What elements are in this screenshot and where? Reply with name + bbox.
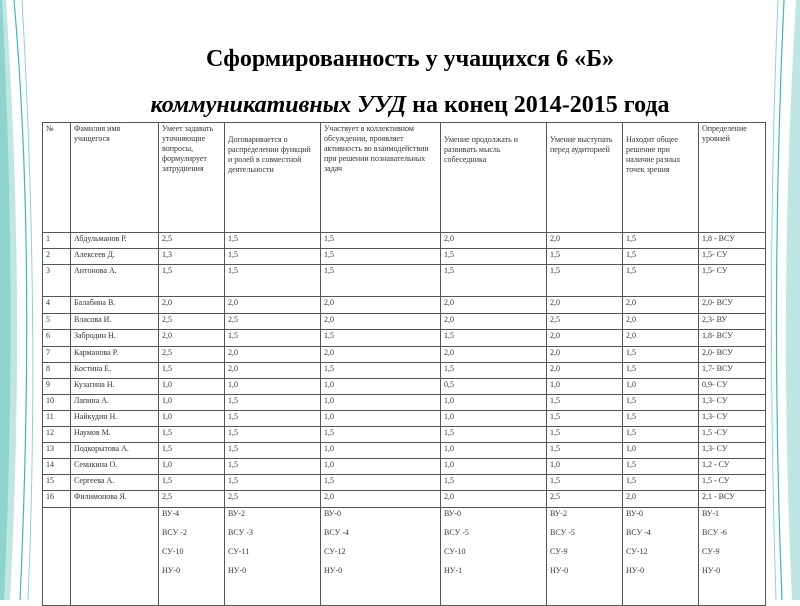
table-row xyxy=(43,475,766,491)
table-cell: 2,0 xyxy=(623,330,699,347)
table-cell: 1,5 xyxy=(321,233,441,249)
table-cell: 2,0 xyxy=(547,330,623,347)
table-cell: 1,5 xyxy=(623,411,699,427)
table-cell: 1,0 xyxy=(321,443,441,459)
table-cell: 2,0- ВСУ xyxy=(699,347,766,363)
table-cell: 1,0 xyxy=(159,459,225,475)
table-cell: 2,0 xyxy=(225,347,321,363)
header-cell: Умение выступать перед аудиторией xyxy=(547,123,623,233)
table-cell: Забродин Н. xyxy=(71,330,159,347)
table-cell: 1,5 xyxy=(547,411,623,427)
table-cell: Филимонова Я. xyxy=(71,491,159,508)
table-cell: Власова И. xyxy=(71,314,159,330)
table-cell: 1,0 xyxy=(623,443,699,459)
empty-cell xyxy=(43,508,71,606)
table-cell: 11 xyxy=(43,411,71,427)
table-cell: 1,5 xyxy=(159,427,225,443)
table-cell: 15 xyxy=(43,475,71,491)
summary-value: НУ-0 xyxy=(324,566,343,575)
table-cell: 1,0 xyxy=(225,379,321,395)
table-cell: 10 xyxy=(43,395,71,411)
table-cell: 2,0 xyxy=(623,314,699,330)
table-cell: 1,3 xyxy=(159,249,225,265)
table-cell: Найкудин Н. xyxy=(71,411,159,427)
summary-value: ВУ-0 xyxy=(626,509,644,518)
table-cell: Семакина О. xyxy=(71,459,159,475)
header-cell: Умение продолжать и развивать мысль собеседника xyxy=(441,123,547,233)
table-cell: 1,5 xyxy=(225,475,321,491)
table-cell: 1,5 xyxy=(225,265,321,297)
table-cell: 1,0 xyxy=(321,411,441,427)
summary-value: НУ-1 xyxy=(444,566,463,575)
table-cell: 2,0 xyxy=(225,363,321,379)
header-cell: № xyxy=(43,123,71,233)
summary-value: ВСУ -4 xyxy=(324,528,349,537)
summary-cell xyxy=(225,508,321,606)
table-cell: 2,5 xyxy=(159,347,225,363)
header-cell: Находит общее решение при наличие разных точек зрения xyxy=(623,123,699,233)
table-cell: Балабина В. xyxy=(71,297,159,314)
table-cell: 1 xyxy=(43,233,71,249)
table-cell: 2,0 xyxy=(321,297,441,314)
table-cell: 1,5 xyxy=(623,233,699,249)
table-cell: 1,0 xyxy=(159,411,225,427)
summary-cell xyxy=(159,508,225,606)
table-cell: 1,5 -СУ xyxy=(699,427,766,443)
header-cell: Договаривается о распределении функций и ролей в совместной деятельности xyxy=(225,123,321,233)
table-cell: 2,0 xyxy=(547,233,623,249)
table-cell: 1,5 xyxy=(159,363,225,379)
table-cell: 2,0 xyxy=(159,330,225,347)
table-cell: 1,0 xyxy=(441,395,547,411)
table-cell: 1,5 xyxy=(547,443,623,459)
table-cell: 1,5 xyxy=(321,249,441,265)
header-cell: Фамилия имя учащегося xyxy=(71,123,159,233)
table-cell: 1,3- СУ xyxy=(699,443,766,459)
table-cell: 1,0 xyxy=(321,459,441,475)
table-cell: 1,5 xyxy=(547,475,623,491)
table-row xyxy=(43,427,766,443)
table-cell: 2,5 xyxy=(547,491,623,508)
decorative-right-stripes xyxy=(768,0,800,600)
table-cell: 1,3- СУ xyxy=(699,411,766,427)
table-cell: 9 xyxy=(43,379,71,395)
table-cell: 1,5 xyxy=(225,459,321,475)
table-cell: 1,0 xyxy=(321,379,441,395)
header-cell: Определение уровней xyxy=(699,123,766,233)
table-row xyxy=(43,297,766,314)
table-row xyxy=(43,491,766,508)
table-cell: 2,5 xyxy=(547,314,623,330)
summary-cell xyxy=(321,508,441,606)
table-cell: 1,5 xyxy=(547,265,623,297)
table-row xyxy=(43,395,766,411)
table-cell: 13 xyxy=(43,443,71,459)
header-cell: Умеет задавать уточняющие вопросы, формулирует затруднения xyxy=(159,123,225,233)
summary-value: НУ-0 xyxy=(626,566,645,575)
summary-value: ВУ-0 xyxy=(444,509,462,518)
table-cell: 1,5 xyxy=(623,427,699,443)
table-cell: 1,5 xyxy=(225,330,321,347)
table-cell: 1,5 xyxy=(225,443,321,459)
table-cell: 1,8 - ВСУ xyxy=(699,233,766,249)
table-cell: 1,5 xyxy=(321,330,441,347)
table-cell: 2,0 xyxy=(441,347,547,363)
summary-value: СУ-10 xyxy=(444,547,466,556)
table-cell: 1,5 xyxy=(623,265,699,297)
table-row xyxy=(43,347,766,363)
summary-value: ВУ-2 xyxy=(228,509,246,518)
table-cell: 1,8- ВСУ xyxy=(699,330,766,347)
summary-value: ВУ-1 xyxy=(702,509,720,518)
table-cell: 1,5 xyxy=(547,427,623,443)
table-cell: 1,5 xyxy=(225,427,321,443)
table-cell: 2,1 - ВСУ xyxy=(699,491,766,508)
table-cell: 2,0 xyxy=(321,314,441,330)
summary-value: ВСУ -5 xyxy=(444,528,469,537)
table-cell: 1,5 xyxy=(321,427,441,443)
table-cell: 1,5 xyxy=(225,233,321,249)
table-cell: 1,0 xyxy=(321,395,441,411)
table-cell: 1,0 xyxy=(547,379,623,395)
table-cell: 2,5 xyxy=(159,233,225,249)
table-cell: 1,5- СУ xyxy=(699,265,766,297)
summary-value: ВСУ -3 xyxy=(228,528,253,537)
table-cell: 3 xyxy=(43,265,71,297)
table-cell: 1,5 xyxy=(159,443,225,459)
summary-value: СУ-12 xyxy=(626,547,648,556)
table-row xyxy=(43,363,766,379)
table-cell: 1,3- СУ xyxy=(699,395,766,411)
table-row xyxy=(43,233,766,249)
table-cell: Наумов М. xyxy=(71,427,159,443)
table-cell: 1,5 xyxy=(159,475,225,491)
table-cell: Лапина А. xyxy=(71,395,159,411)
table-cell: 1,5 xyxy=(623,475,699,491)
table-cell: 1,5 - СУ xyxy=(699,475,766,491)
header-cell: Участвует в коллективном обсуждении, проявляет активность во взаимодействии при решении познавательных задач xyxy=(321,123,441,233)
summary-value: ВСУ -6 xyxy=(702,528,727,537)
summary-value: ВСУ -5 xyxy=(550,528,575,537)
table-cell: 5 xyxy=(43,314,71,330)
summary-value: СУ-9 xyxy=(702,547,720,556)
summary-cell xyxy=(699,508,766,606)
title-italic-part: коммуникативных УУД xyxy=(150,92,407,118)
table-cell: 14 xyxy=(43,459,71,475)
table-cell: 2,3- ВУ xyxy=(699,314,766,330)
summary-value: ВУ-4 xyxy=(162,509,180,518)
table-cell: 1,0 xyxy=(547,459,623,475)
table-row xyxy=(43,249,766,265)
table-cell: 1,5 xyxy=(441,475,547,491)
table-row xyxy=(43,411,766,427)
summary-value: НУ-0 xyxy=(162,566,181,575)
table-cell: Карманова Р. xyxy=(71,347,159,363)
table-cell: 2,0 xyxy=(225,297,321,314)
table-cell: 1,5 xyxy=(225,411,321,427)
table-cell: 1,5 xyxy=(321,265,441,297)
title-rest-part: на конец 2014-2015 года xyxy=(406,92,670,118)
title-line-1: Сформированность у учащихся 6 «Б» xyxy=(205,46,615,72)
table-cell: Абдульманов Р. xyxy=(71,233,159,249)
empty-cell xyxy=(71,508,159,606)
table-cell: 2,0 xyxy=(321,491,441,508)
table-cell: 2,5 xyxy=(159,314,225,330)
table-cell: 4 xyxy=(43,297,71,314)
summary-value: НУ-0 xyxy=(702,566,721,575)
table-cell: 1,5 xyxy=(441,427,547,443)
table-cell: 1,0 xyxy=(441,443,547,459)
summary-value: СУ-10 xyxy=(162,547,184,556)
table-row xyxy=(43,330,766,347)
table-cell: 1,5 xyxy=(225,249,321,265)
table-row xyxy=(43,443,766,459)
table-cell: 8 xyxy=(43,363,71,379)
table-row xyxy=(43,314,766,330)
table-cell: 1,7- ВСУ xyxy=(699,363,766,379)
summary-cell xyxy=(547,508,623,606)
table-cell: 1,5 xyxy=(441,363,547,379)
table-cell: Кузагина Н. xyxy=(71,379,159,395)
table-cell: 2,0 xyxy=(623,491,699,508)
table-cell: 1,5 xyxy=(623,363,699,379)
table-cell: 1,5 xyxy=(159,265,225,297)
table-cell: 2,0 xyxy=(441,297,547,314)
table-cell: 2,0- ВСУ xyxy=(699,297,766,314)
table-cell: 0,9- СУ xyxy=(699,379,766,395)
table-cell: 2,0 xyxy=(547,347,623,363)
table-cell: 1,0 xyxy=(441,459,547,475)
table-cell: Антонова А. xyxy=(71,265,159,297)
table-cell: 1,5 xyxy=(441,265,547,297)
table-cell: 1,5 xyxy=(321,475,441,491)
table-cell: 2,0 xyxy=(159,297,225,314)
table-cell: 6 xyxy=(43,330,71,347)
summary-value: ВУ-2 xyxy=(550,509,568,518)
table-cell: Сергеева А. xyxy=(71,475,159,491)
table-cell: 1,0 xyxy=(159,379,225,395)
table-cell: 2,0 xyxy=(547,363,623,379)
summary-value: СУ-11 xyxy=(228,547,250,556)
table-cell: 2,0 xyxy=(321,347,441,363)
table-cell: 2,5 xyxy=(159,491,225,508)
summary-value: ВСУ -2 xyxy=(162,528,187,537)
summary-value: ВУ-0 xyxy=(324,509,342,518)
decorative-left-stripes xyxy=(0,0,40,600)
table-cell: Алексеев Д. xyxy=(71,249,159,265)
table-cell: Подкорытова А. xyxy=(71,443,159,459)
header-row xyxy=(43,123,766,233)
table-cell: 2,5 xyxy=(225,491,321,508)
results-table xyxy=(42,122,766,606)
table-cell: 2,0 xyxy=(623,297,699,314)
table-cell: 1,0 xyxy=(623,379,699,395)
table-cell: 2,0 xyxy=(547,297,623,314)
table-row xyxy=(43,265,766,297)
table-cell: 1,5 xyxy=(623,249,699,265)
table-cell: 1,5 xyxy=(547,395,623,411)
table-cell: 1,2 - СУ xyxy=(699,459,766,475)
table-cell: 1,5 xyxy=(321,363,441,379)
table-cell: 1,5- СУ xyxy=(699,249,766,265)
table-cell: 2 xyxy=(43,249,71,265)
table-cell: 1,5 xyxy=(547,249,623,265)
table-cell: 12 xyxy=(43,427,71,443)
title-line-2 xyxy=(60,92,760,119)
summary-cell xyxy=(623,508,699,606)
table-cell: 16 xyxy=(43,491,71,508)
table-cell: 1,5 xyxy=(623,395,699,411)
table-cell: 2,0 xyxy=(441,491,547,508)
table-row xyxy=(43,459,766,475)
summary-value: СУ-12 xyxy=(324,547,346,556)
summary-row xyxy=(43,508,766,606)
summary-cell xyxy=(441,508,547,606)
table-cell: 2,0 xyxy=(441,314,547,330)
table-cell: 2,0 xyxy=(441,233,547,249)
table-cell: 2,5 xyxy=(225,314,321,330)
table-cell: 1,0 xyxy=(159,395,225,411)
summary-value: СУ-9 xyxy=(550,547,568,556)
table-cell: 1,5 xyxy=(623,459,699,475)
summary-value: НУ-0 xyxy=(228,566,247,575)
summary-value: НУ-0 xyxy=(550,566,569,575)
table-cell: 1,5 xyxy=(441,249,547,265)
table-row xyxy=(43,379,766,395)
summary-value: ВСУ -4 xyxy=(626,528,651,537)
table-cell: 1,5 xyxy=(623,347,699,363)
table-cell: 7 xyxy=(43,347,71,363)
table-cell: 0,5 xyxy=(441,379,547,395)
table-cell: 1,0 xyxy=(441,411,547,427)
table-cell: Костина Е. xyxy=(71,363,159,379)
table-cell: 1,5 xyxy=(225,395,321,411)
table-cell: 1,5 xyxy=(441,330,547,347)
